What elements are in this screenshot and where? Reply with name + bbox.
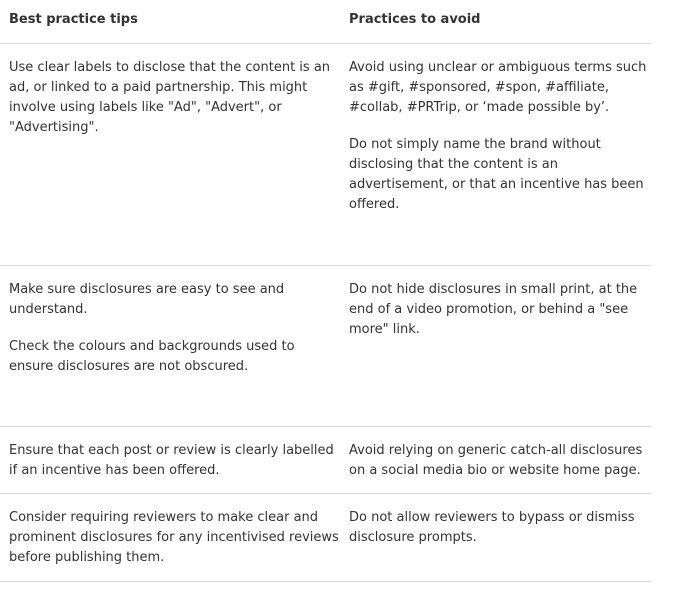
avoid-text: Do not allow reviewers to bypass or dismiss disclosure prompts. [349, 510, 635, 545]
table-row [0, 494, 651, 582]
tip-text: Make sure disclosures are easy to see and understand. [9, 282, 285, 317]
avoid-text: Do not simply name the brand without disclosing that the content is an advertisement, or that an incentive has been offered. [349, 137, 644, 212]
header-practices-to-avoid: Practices to avoid [349, 12, 481, 27]
avoid-text: Avoid using unclear or ambiguous terms such as #gift, #sponsored, #spon, #affiliate, #collab, #PRTrip, or ‘made possible by’. [349, 60, 647, 115]
tips-cell [0, 427, 341, 493]
table-header [0, 0, 651, 44]
avoid-text: Do not hide disclosures in small print, at the end of a video promotion, or behind a "see more" link. [349, 282, 638, 337]
tips-cell [0, 44, 341, 265]
avoid-cell [341, 427, 651, 493]
table-row [0, 427, 651, 494]
avoid-cell [341, 266, 651, 426]
table-row [0, 44, 651, 266]
tip-text: Ensure that each post or review is clearly labelled if an incentive has been offered. [9, 443, 334, 478]
tip-text: Use clear labels to disclose that the content is an ad, or linked to a paid partnership. This might involve using labels like "Ad", "Advert", or "Advertising". [9, 60, 331, 135]
tip-text: Check the colours and backgrounds used to ensure disclosures are not obscured. [9, 339, 295, 374]
tip-text: Consider requiring reviewers to make clear and prominent disclosures for any incentivised reviews before publishing them. [9, 510, 339, 565]
tips-cell [0, 266, 341, 426]
tips-cell [0, 494, 341, 581]
avoid-text: Avoid relying on generic catch-all disclosures on a social media bio or website home page. [349, 443, 643, 478]
table-row [0, 266, 651, 427]
avoid-cell [341, 494, 651, 581]
header-best-practice-tips: Best practice tips [9, 12, 138, 27]
avoid-cell [341, 44, 651, 265]
